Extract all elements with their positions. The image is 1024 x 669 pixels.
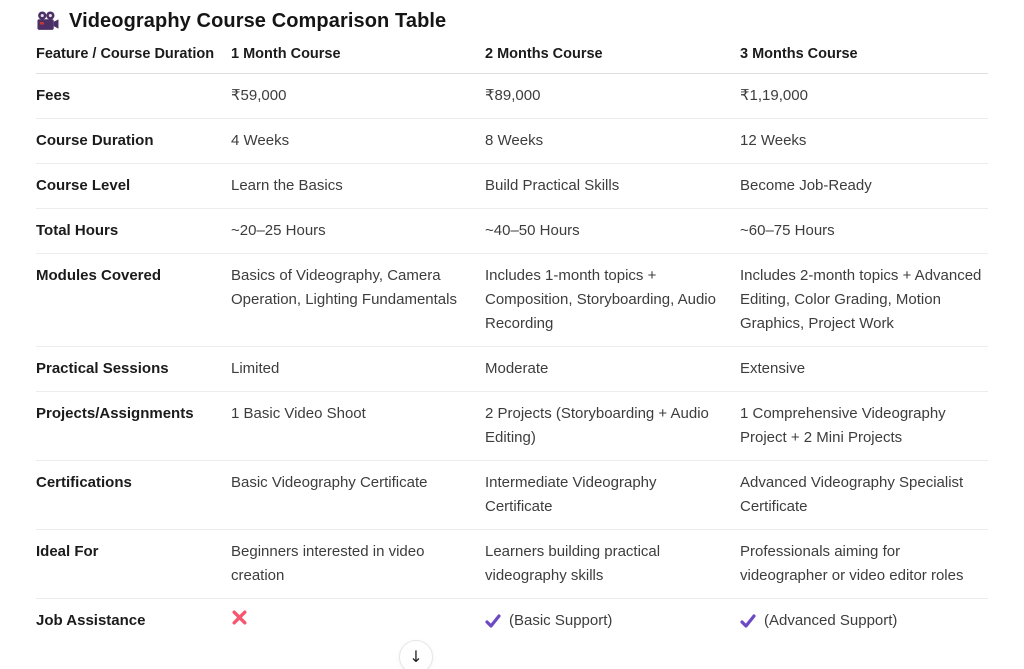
feature-cell: Job Assistance [36,612,146,629]
header-1-month: 1 Month Course [231,46,341,62]
header-feature: Feature / Course Duration [36,46,215,62]
value-cell: 1 Basic Video Shoot [231,405,366,422]
header-3-months: 3 Months Course [740,46,858,62]
table-row-practical-sessions [36,347,988,392]
check-icon [485,614,501,628]
feature-cell: Fees [36,87,71,104]
feature-cell: Course Duration [36,132,154,149]
value-cell: 8 Weeks [485,132,544,149]
page-title: Videography Course Comparison Table [69,10,447,32]
table-row-ideal-for [36,530,988,599]
value-cell: ~60–75 Hours [740,222,835,239]
value-cell [740,609,988,633]
value-cell: Includes 1-month topics + Composition, Storyboarding, Audio Recording [485,267,716,332]
feature-cell: Ideal For [36,543,99,560]
feature-cell: Certifications [36,474,132,491]
value-cell: ₹59,000 [231,87,287,104]
arrow-down-icon: ↓ [409,647,423,666]
value-cell: Learn the Basics [231,177,343,194]
value-cell: Beginners interested in video creation [231,543,425,584]
value-cell: 12 Weeks [740,132,807,149]
page-header [0,0,1024,36]
table-row-course-duration [36,119,988,164]
header-2-months: 2 Months Course [485,46,603,62]
feature-cell: Projects/Assignments [36,405,194,422]
value-cell [485,609,740,633]
feature-cell: Total Hours [36,222,119,239]
value-cell [231,609,485,633]
table-row-fees [36,74,988,119]
value-cell: Moderate [485,360,549,377]
value-cell: 2 Projects (Storyboarding + Audio Editing) [485,405,709,446]
table-header-row [36,40,988,74]
value-cell: 1 Comprehensive Videography Project + 2 Mini Projects [740,405,946,446]
comparison-table [36,40,988,643]
value-cell: Limited [231,360,280,377]
table-row-job-assistance [36,599,988,643]
table-row-course-level [36,164,988,209]
table-row-projects-assignments [36,392,988,461]
value-cell: Advanced Videography Specialist Certificate [740,474,964,515]
job-assistance-basic-label: (Basic Support) [509,612,613,629]
value-cell: Become Job-Ready [740,177,872,194]
table-row-certifications [36,461,988,530]
value-cell: Learners building practical videography skills [485,543,661,584]
value-cell: 4 Weeks [231,132,290,149]
table-row-modules-covered [36,254,988,347]
scroll-down-button[interactable] [399,640,433,669]
cross-icon [231,609,463,626]
value-cell: Build Practical Skills [485,177,620,194]
value-cell: Includes 2-month topics + Advanced Editing, Color Grading, Motion Graphics, Project Work [740,267,982,332]
value-cell: Basic Videography Certificate [231,474,428,491]
value-cell: Intermediate Videography Certificate [485,474,657,515]
value-cell: Extensive [740,360,806,377]
job-assistance-advanced-label: (Advanced Support) [764,612,898,629]
value-cell: ~40–50 Hours [485,222,580,239]
value-cell: ₹89,000 [485,87,541,104]
value-cell: ₹1,19,000 [740,87,808,104]
value-cell: ~20–25 Hours [231,222,326,239]
table-row-total-hours [36,209,988,254]
value-cell: Basics of Videography, Camera Operation, Lighting Fundamentals [231,267,457,308]
check-icon [740,614,756,628]
value-cell: Professionals aiming for videographer or video editor roles [740,543,964,584]
feature-cell: Course Level [36,177,131,194]
feature-cell: Practical Sessions [36,360,169,377]
movie-camera-icon [36,11,59,32]
feature-cell: Modules Covered [36,267,162,284]
